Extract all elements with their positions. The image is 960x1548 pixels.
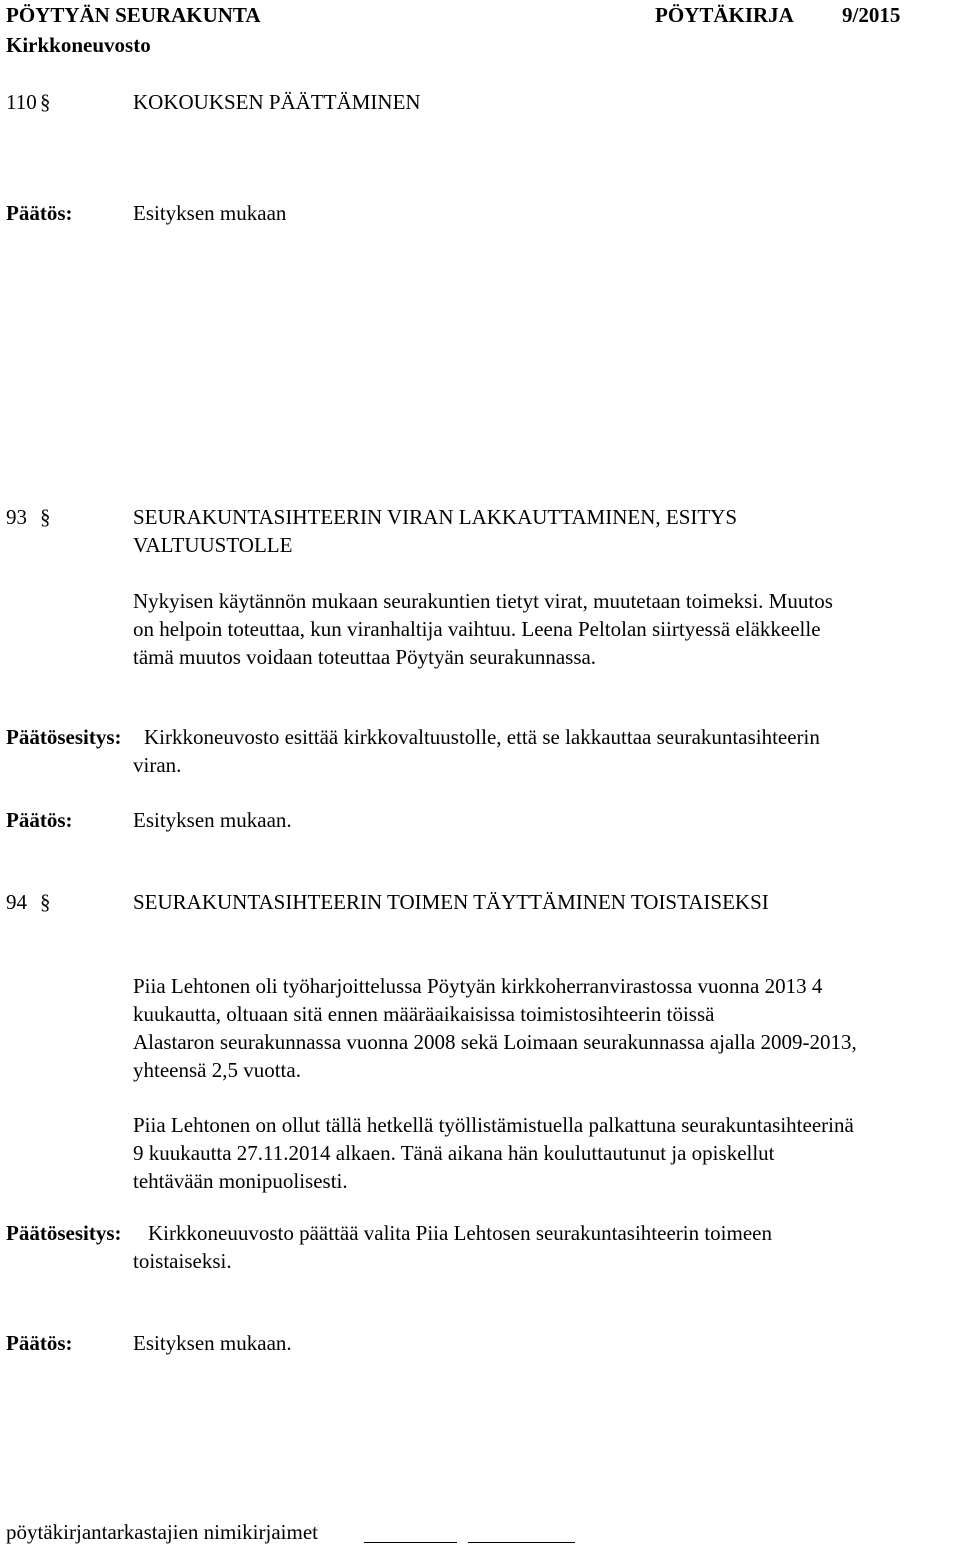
- section-94-para1-line-1: Piia Lehtonen oli työharjoittelussa Pöytyän kirkkoherranvirastossa vuonna 2013 4: [133, 974, 823, 998]
- signature-label: pöytäkirjantarkastajien nimikirjaimet: [6, 1520, 318, 1544]
- section-93-decision-label: Päätös:: [6, 808, 73, 832]
- section-110-number: 110: [6, 90, 37, 114]
- section-93-proposal-line-2: viran.: [133, 753, 182, 777]
- section-94-proposal-line-1: Kirkkoneuuvosto päättää valita Piia Lehtosen seurakuntasihteerin toimeen: [148, 1221, 772, 1245]
- signature-line-2: [468, 1542, 575, 1543]
- section-93-decision-text: Esityksen mukaan.: [133, 808, 292, 832]
- section-94-para2-line-2: 9 kuukautta 27.11.2014 alkaen. Tänä aikana hän kouluttautunut ja opiskellut: [133, 1141, 775, 1165]
- section-94-title: SEURAKUNTASIHTEERIN TOIMEN TÄYTTÄMINEN TOISTAISEKSI: [133, 890, 769, 914]
- section-93-proposal-label: Päätösesitys:: [6, 725, 122, 749]
- section-94-para1-line-2: kuukautta, oltuaan sitä ennen määräaikaisissa toimistosihteerin töissä: [133, 1002, 715, 1026]
- section-94-para2-line-1: Piia Lehtonen on ollut tällä hetkellä työllistämistuella palkattuna seurakuntasihteerinä: [133, 1113, 854, 1137]
- section-94-proposal-line-2: toistaiseksi.: [133, 1249, 232, 1273]
- section-93-symbol: §: [40, 505, 51, 529]
- document-type: PÖYTÄKIRJA: [655, 3, 794, 27]
- section-94-symbol: §: [40, 890, 51, 914]
- section-93-title-line-2: VALTUUSTOLLE: [133, 533, 293, 557]
- signature-line-1: [364, 1542, 457, 1543]
- section-93-proposal-line-1: Kirkkoneuvosto esittää kirkkovaltuustolle, että se lakkauttaa seurakuntasihteerin: [144, 725, 820, 749]
- governing-body: Kirkkoneuvosto: [6, 33, 151, 57]
- section-93-body-line-2: on helpoin toteuttaa, kun viranhaltija vaihtuu. Leena Peltolan siirtyessä eläkkeelle: [133, 617, 821, 641]
- section-94-decision-label: Päätös:: [6, 1331, 73, 1355]
- section-94-para1-line-3: Alastaron seurakunnassa vuonna 2008 sekä Loimaan seurakunnassa ajalla 2009-2013,: [133, 1030, 857, 1054]
- section-110-title: KOKOUKSEN PÄÄTTÄMINEN: [133, 90, 421, 114]
- section-93-number: 93: [6, 505, 27, 529]
- section-94-decision-text: Esityksen mukaan.: [133, 1331, 292, 1355]
- section-94-para2-line-3: tehtävään monipuolisesti.: [133, 1169, 348, 1193]
- section-93-body-line-1: Nykyisen käytännön mukaan seurakuntien tietyt virat, muutetaan toimeksi. Muutos: [133, 589, 833, 613]
- section-93-body-line-3: tämä muutos voidaan toteuttaa Pöytyän seurakunnassa.: [133, 645, 597, 669]
- section-93-title-line-1: SEURAKUNTASIHTEERIN VIRAN LAKKAUTTAMINEN, ESITYS: [133, 505, 738, 529]
- parish-name: PÖYTYÄN SEURAKUNTA: [6, 3, 261, 27]
- section-110-decision-text: Esityksen mukaan: [133, 201, 287, 225]
- document-number: 9/2015: [842, 3, 901, 27]
- section-110-symbol: §: [40, 90, 51, 114]
- section-94-number: 94: [6, 890, 27, 914]
- section-110-decision-label: Päätös:: [6, 201, 73, 225]
- section-94-para1-line-4: yhteensä 2,5 vuotta.: [133, 1058, 301, 1082]
- section-94-proposal-label: Päätösesitys:: [6, 1221, 122, 1245]
